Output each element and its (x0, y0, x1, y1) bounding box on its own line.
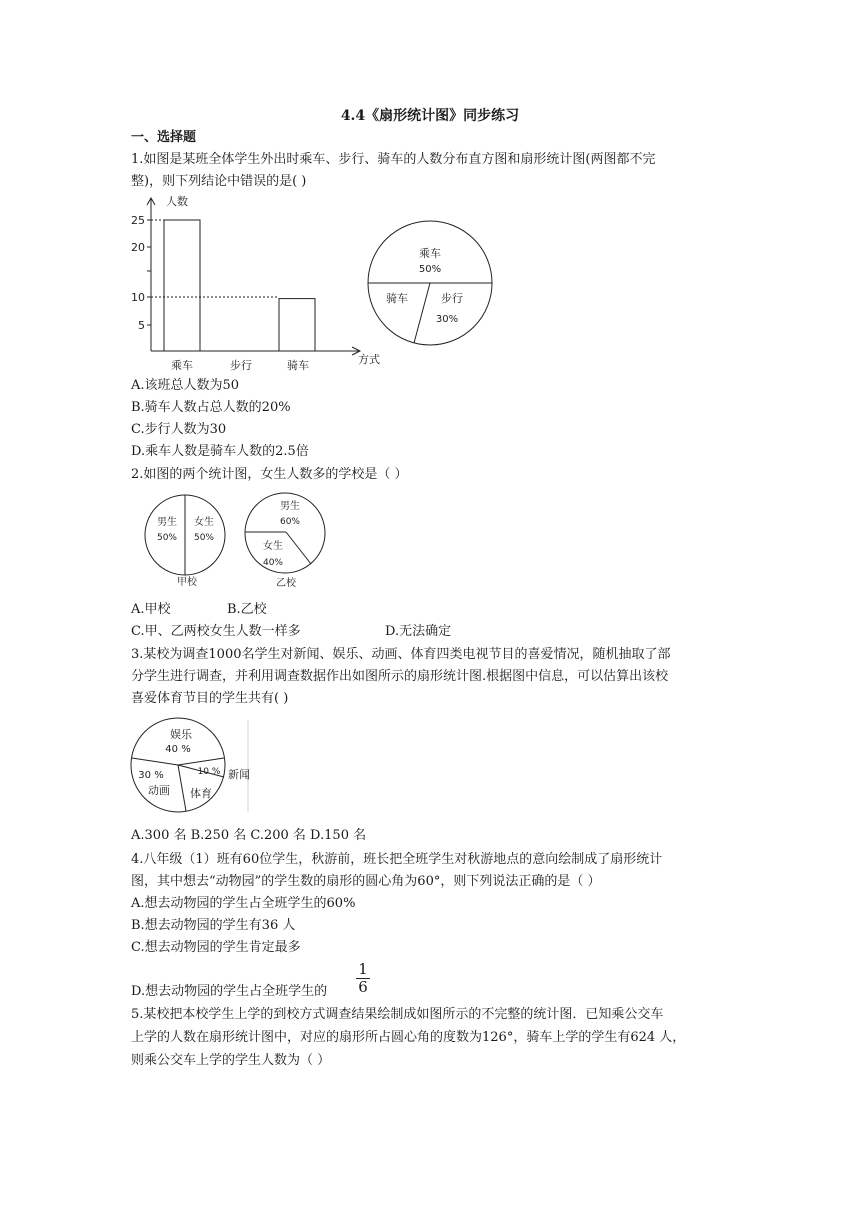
q2-option-d[interactable]: D.无法确定 (385, 624, 452, 639)
slice-value: 60% (279, 517, 301, 527)
slice-label: 乘车 (419, 247, 441, 260)
q3-options[interactable]: A.300 名 B.250 名 C.200 名 D.150 名 (131, 828, 367, 843)
x-tick-label: 乘车 (171, 359, 193, 372)
x-tick-label: 骑车 (287, 359, 309, 372)
slice-label: 骑车 (386, 292, 408, 305)
pie-slice-divider (178, 758, 224, 765)
y-tick-label: 20 (131, 241, 145, 254)
q1-option-a[interactable]: A.该班总人数为50 (131, 378, 240, 393)
slice-value: 40 % (165, 744, 191, 755)
slice-value: 40% (262, 558, 284, 568)
slice-label: 女生 (194, 517, 214, 528)
x-tick-label: 步行 (230, 359, 252, 372)
q1-option-b[interactable]: B.骑车人数占总人数的20% (131, 400, 291, 415)
slice-label: 新闻 (228, 768, 250, 781)
q3-text-line1: 3.某校为调查1000名学生对新闻、娱乐、动画、体育四类电视节目的喜爱情况，随机抽取了部 (131, 647, 671, 662)
slice-label: 男生 (157, 517, 177, 528)
slice-value: 30 % (138, 770, 164, 781)
section-heading: 一、选择题 (131, 130, 197, 145)
q3-text-line3: 喜爱体育节目的学生共有( ) (131, 691, 289, 706)
slice-label: 娱乐 (170, 728, 192, 741)
q1-option-d[interactable]: D.乘车人数是骑车人数的2.5倍 (131, 444, 309, 459)
q2-text: 2.如图的两个统计图，女生人数多的学校是（ ） (131, 467, 408, 482)
q5-text-line1: 5.某校把本校学生上学的到校方式调查结果绘制成如图所示的不完整的统计图．已知乘公交车 (131, 1007, 664, 1022)
q4-option-a[interactable]: A.想去动物园的学生占全班学生的60% (131, 896, 356, 911)
y-tick-label: 5 (138, 319, 145, 332)
q4-option-c[interactable]: C.想去动物园的学生肯定最多 (131, 940, 301, 955)
fraction (356, 961, 370, 996)
pie-slice-divider (132, 758, 178, 765)
y-tick-label: 10 (131, 291, 145, 304)
slice-value: 50% (156, 533, 178, 543)
q2-option-c[interactable]: C.甲、乙两校女生人数一样多 (131, 624, 301, 639)
y-tick-label: 25 (131, 214, 145, 227)
x-axis-label: 方式 (358, 353, 380, 366)
q4-text-line2: 图，其中想去“动物园”的学生数的扇形的圆心角为60°，则下列说法正确的是（ ） (131, 874, 601, 889)
slice-value: 30% (435, 314, 459, 325)
q1-text-line1: 1.如图是某班全体学生外出时乘车、步行、骑车的人数分布直方图和扇形统计图(两图都不完 (131, 152, 656, 167)
q1-text-line2: 整)，则下列结论中错误的是( ) (131, 174, 307, 189)
q4-text-line1: 4.八年级（1）班有60位学生，秋游前，班长把全班学生对秋游地点的意向绘制成了扇形统计 (131, 852, 663, 867)
slice-label: 男生 (280, 501, 300, 512)
slice-value: 10 % (197, 767, 221, 777)
q2-option-b[interactable]: B.乙校 (227, 602, 267, 617)
slice-label: 女生 (263, 541, 283, 552)
pie-slice-divider (178, 765, 186, 811)
slice-label: 动画 (148, 784, 170, 797)
y-axis-label: 人数 (166, 195, 188, 208)
q5-text-line2: 上学的人数在扇形统计图中，对应的扇形所占圆心角的度数为126°，骑车上学的学生有624 人， (131, 1030, 686, 1045)
pie-name: 甲校 (177, 577, 197, 588)
q4-option-b[interactable]: B.想去动物园的学生有36 人 (131, 918, 296, 933)
fraction-numerator: 1 (358, 960, 368, 978)
slice-label: 体育 (190, 787, 212, 800)
slice-value: 50% (193, 533, 215, 543)
q1-option-c[interactable]: C.步行人数为30 (131, 422, 227, 437)
q4-option-d[interactable]: D.想去动物园的学生占全班学生的 (131, 984, 328, 999)
slice-value: 50% (418, 264, 442, 275)
pie-name: 乙校 (276, 578, 296, 589)
page-title: 4.4《扇形统计图》同步练习 (340, 108, 520, 124)
q5-text-line3: 则乘公交车上学的学生人数为（ ） (131, 1053, 331, 1068)
slice-label: 步行 (441, 292, 463, 305)
fraction-denominator: 6 (356, 978, 370, 996)
q3-text-line2: 分学生进行调查，并利用调查数据作出如图所示的扇形统计图.根据图中信息，可以估算出该校 (131, 669, 669, 684)
q2-option-a[interactable]: A.甲校 (131, 602, 171, 617)
